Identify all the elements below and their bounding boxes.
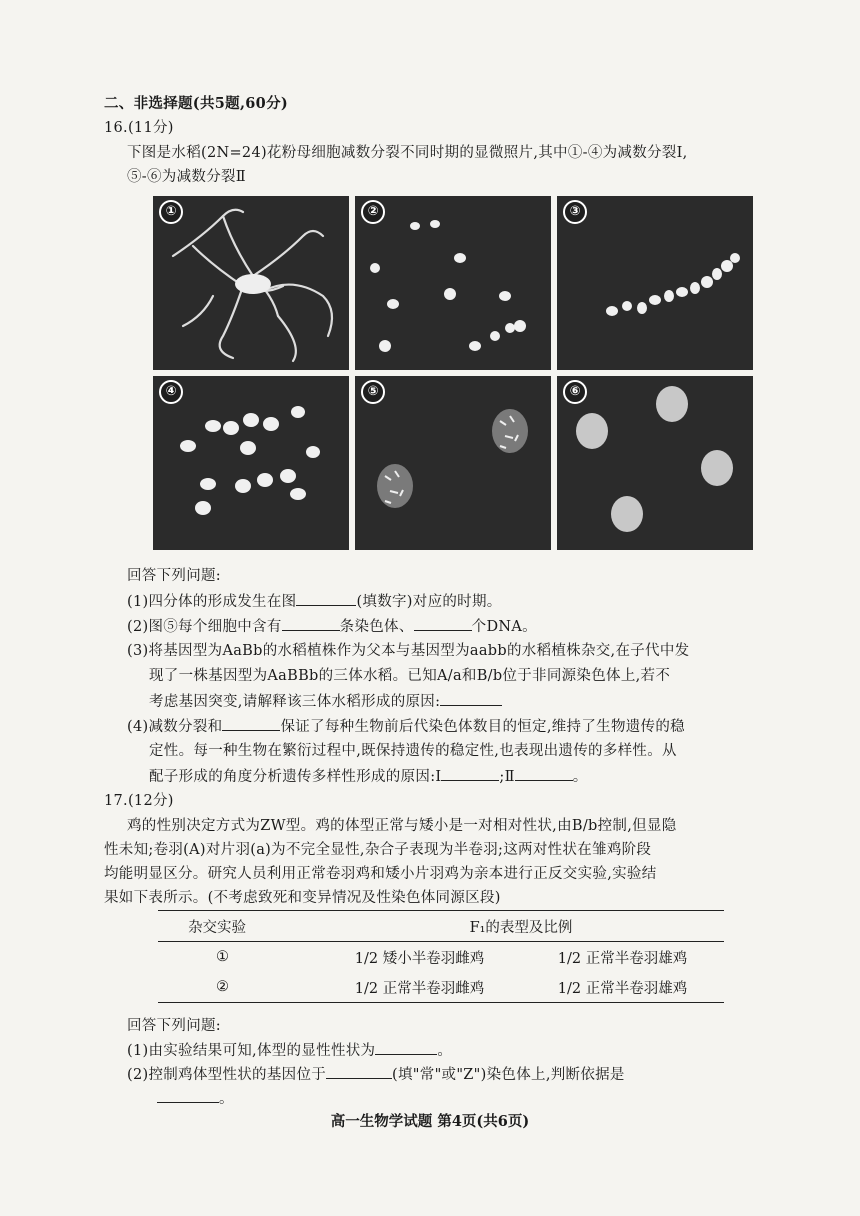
answer-blank[interactable] [414,616,472,631]
row-female: 1/2 正常半卷羽雌鸡 [354,980,485,997]
micrograph-3 [557,196,753,370]
answer-blank[interactable] [157,1088,219,1103]
micrograph-2-label: ② [361,200,385,224]
row-female: 1/2 矮小半卷羽雌鸡 [354,950,485,967]
micrograph-1-label: ① [159,200,183,224]
q16-sub4-text-b: 保证了每种生物前后代染色体数目的恒定,维持了生物遗传的稳 [280,719,685,735]
q16-sub3-line2: 现了一株基因型为AaBBb的三体水稻。已知A/a和B/b位于非同源染色体上,若不 [149,668,671,684]
answer-blank[interactable] [440,691,502,706]
answer-blank[interactable] [515,766,573,781]
micrograph-6 [557,376,753,550]
table-header-cross: 杂交实验 [188,919,246,936]
q16-sub2 [127,616,537,637]
q17-sub1-text-b: 。 [437,1043,453,1059]
answer-blank[interactable] [375,1040,437,1055]
q17-sub2-line2 [157,1088,234,1109]
q17-sub1 [127,1040,452,1061]
q16-intro-line1: 下图是水稻(2N=24)花粉母细胞减数分裂不同时期的显微照片,其中①-④为减数分裂Ⅰ, [127,145,688,161]
answer-blank[interactable] [282,616,340,631]
q16-sub4-line3 [149,766,588,787]
q16-sub4-text-d: ;Ⅱ [499,769,515,785]
micrograph-4-label: ④ [159,380,183,404]
q17-sub2-text-b: (填"常"或"Z")染色体上,判断依据是 [392,1067,625,1083]
q16-sub2-text-b: 条染色体、 [339,619,414,635]
q17-prompt: 回答下列问题: [127,1018,221,1034]
micrograph-5-label: ⑤ [361,380,385,404]
micrograph-3-label: ③ [563,200,587,224]
micrograph-2 [355,196,551,370]
q17-intro-line3: 均能明显区分。研究人员利用正常卷羽鸡和矮小片羽鸡为亲本进行正反交实验,实验结 [104,866,657,882]
q17-sub2-text-a: (2)控制鸡体型性状的基因位于 [127,1067,327,1083]
q17-sub1-text-a: (1)由实验结果可知,体型的显性性状为 [127,1043,376,1059]
section-title: 二、非选择题(共5题,60分) [104,95,289,112]
q16-sub2-text-c: 个DNA。 [471,619,537,635]
q16-sub1-text-a: (1)四分体的形成发生在图 [127,594,297,610]
micrograph-6-label: ⑥ [563,380,587,404]
answer-blank[interactable] [441,766,499,781]
micrograph-4 [153,376,349,550]
q16-number: 16.(11分) [104,120,174,136]
page-footer: 高一生物学试题 第4页(共6页) [330,1113,530,1130]
q16-sub3-text: 考虑基因突变,请解释该三体水稻形成的原因: [149,694,441,710]
row-id: ② [216,979,229,995]
micrograph-grid [153,196,765,552]
q16-sub4-text-e: 。 [572,769,588,785]
q16-sub3-line1: (3)将基因型为AaBb的水稻植株作为父本与基因型为aabb的水稻植株杂交,在子代中发 [127,643,690,659]
q16-sub4-text-c: 配子形成的角度分析遗传多样性形成的原因:Ⅰ [149,769,442,785]
q16-prompt: 回答下列问题: [127,568,221,584]
q17-intro-line4: 果如下表所示。(不考虑致死和变异情况及性染色体同源区段) [104,890,501,906]
table-header-row [158,911,724,942]
results-table [158,910,724,1003]
table-row [158,972,724,1003]
q16-intro-line2: ⑤-⑥为减数分裂Ⅱ [127,169,246,185]
answer-blank[interactable] [222,716,280,731]
micrograph-5 [355,376,551,550]
row-male: 1/2 正常半卷羽雄鸡 [557,980,688,997]
micrograph-1 [153,196,349,370]
q16-sub2-text-a: (2)图⑤每个细胞中含有 [127,619,282,635]
q17-sub2 [127,1064,625,1085]
table-header-f1: F₁的表型及比例 [469,919,573,936]
q16-sub1 [127,591,502,612]
table-row [158,942,724,973]
q16-sub4-text-a: (4)减数分裂和 [127,719,223,735]
q16-sub1-text-b: (填数字)对应的时期。 [356,594,502,610]
q17-number: 17.(12分) [104,793,174,809]
q16-sub4-line2: 定性。每一种生物在繁衍过程中,既保持遗传的稳定性,也表现出遗传的多样性。从 [149,743,677,759]
q16-sub4-line1 [127,716,685,737]
row-id: ① [216,949,229,965]
row-male: 1/2 正常半卷羽雄鸡 [557,950,688,967]
q16-sub3-line3 [149,691,502,712]
answer-blank[interactable] [326,1064,392,1079]
q17-intro-line2: 性未知;卷羽(A)对片羽(a)为不完全显性,杂合子表现为半卷羽;这两对性状在雏鸡阶段 [104,842,652,858]
answer-blank[interactable] [296,591,356,606]
q17-sub2-end: 。 [219,1091,234,1107]
q17-intro-line1: 鸡的性别决定方式为ZW型。鸡的体型正常与矮小是一对相对性状,由B/b控制,但显隐 [127,818,677,834]
